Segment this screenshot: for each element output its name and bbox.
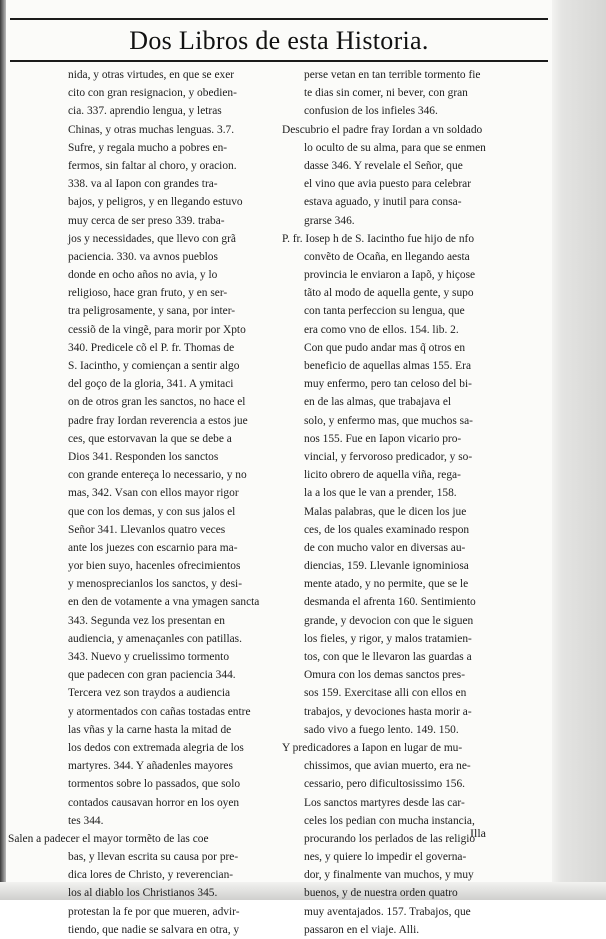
index-line: chissimos, que avian muerto, era ne- [304,760,471,773]
running-head [10,16,548,60]
index-line: tãto al modo de aquella gente, y supo [304,287,474,300]
index-line: Chinas, y otras muchas lenguas. 3.7. [68,123,235,136]
index-line: dor, y finalmente van muchos, y muy [304,869,474,882]
index-line: donde en ocho años no avia, y lo [68,269,218,282]
index-line: paciencia. 330. va avnos pueblos [68,250,218,263]
index-line: 343. Segunda vez los presentan en [68,614,225,627]
index-line: nos 155. Fue en Iapon vicario pro- [304,432,462,445]
index-line: Malas palabras, que le dicen los jue [304,505,467,518]
index-line: padre fray Iordan reverencia a estos jue [68,414,248,427]
index-line: el vino que avia puesto para celebrar [304,178,471,191]
index-line: Y predicadores a Iapon en lugar de mu- [282,741,463,754]
index-line: diencias, 159. Llevanle ignominiosa [304,560,469,573]
index-line: dasse 346. Y revelale el Señor, que [304,159,463,172]
index-line: y menosprecianlos los sanctos, y desi- [68,578,242,591]
index-line: jos y necessidades, que llevo con grã [68,232,236,245]
header-rule-bottom [10,60,548,62]
index-line: protestan la fe por que mueren, advir- [68,905,240,918]
index-line: tra peligrosamente, y sana, por inter- [68,305,236,318]
index-line: cessario, pero dificultosissimo 156. [304,778,466,791]
index-line: fermos, sin faltar al choro, y oracion. [68,159,237,172]
index-line: que padecen con gran paciencia 344. [68,669,236,682]
index-line: tormentos sobre lo passados, que solo [68,778,241,791]
index-line: nida, y otras virtudes, en que se exer [68,69,235,81]
index-line: los al diablo los Christianos 345. [68,887,218,900]
index-line: religioso, hace gran fruto, y en ser- [68,287,228,300]
index-line: P. fr. Iosep h de S. Iacintho fue hijo de nfo [282,232,475,245]
index-line: lo oculto de su alma, para que se enmen [304,141,486,154]
index-line: con tanta perfeccion su lengua, que [304,305,465,318]
index-line: del goço de la gloria, 341. A ymitaci [68,378,234,391]
index-line: cito con gran resignacion, y obedien- [68,87,237,100]
catchword: Illa [470,826,486,840]
index-line: 343. Nuevo y cruelissimo tormento [68,651,230,663]
index-line: muy enfermo, pero tan celoso del bi- [304,378,472,391]
index-line: ante los juezes con escarnio para ma- [68,541,238,554]
index-line: confusion de los infieles 346. [304,105,438,118]
index-line: bas, y llevan escrita su causa por pre- [68,851,239,864]
index-line: celes los pedian con mucha instancia, [304,814,475,827]
index-line: on de otros gran les sanctos, no hace el [68,396,246,409]
index-column-right [282,66,500,939]
index-line: era como vno de ellos. 154. lib. 2. [304,323,459,336]
index-line: cia. 337. aprendio lengua, y letras [68,105,222,118]
index-line: las vñas y la carne hasta la mitad de [68,723,232,736]
index-line: Señor 341. Llevanlos quatro veces [68,523,226,536]
scan-edge-right [552,0,606,900]
index-line: en den de votamente a vna ymagen sancta [68,596,260,609]
index-line: bajos, y peligros, y en llegando estuvo [68,196,243,209]
index-line: 338. va al Iapon con grandes tra- [68,178,218,191]
index-line: en de las almas, que trabajava el [304,396,452,409]
index-line: estava aguado, y inutil para consa- [304,196,462,209]
index-line: de con mucho valor en diversas au- [304,541,466,554]
index-line: tos, con que le llevaron las guardas a [304,651,472,663]
index-line: contados causavan horror en los oyen [68,796,240,809]
index-line: desmanda el afrenta 160. Sentimiento [304,596,476,609]
index-line: beneficio de aquellas almas 155. Era [304,360,471,372]
index-line: que con los demas, y con sus jalos el [68,505,236,518]
index-line: procurando los perlados de las religio [304,832,476,845]
scan-edge-left [0,0,6,900]
index-line: sos 159. Exercitase alli con ellos en [304,687,467,700]
index-line: Sufre, y regala mucho a pobres en- [68,141,228,154]
index-line: provincia le enviaron a Iapõ, y hiçose [304,269,476,282]
index-line: mas, 342. Vsan con ellos mayor rigor [68,487,239,500]
index-line: Omura con los demas sanctos pres- [304,669,466,682]
index-line: muy aventajados. 157. Trabajos, que [304,905,471,918]
index-line: tes 344. [68,814,104,827]
index-line: perse vetan en tan terrible tormento fie [304,69,481,81]
index-line: los dedos con extremada alegria de los [68,741,244,754]
index-line: ces, de los quales examinado respon [304,523,470,536]
index-line: S. Iacintho, y comiençan a sentir algo [68,360,240,372]
index-line: nes, y quiere lo impedir el governa- [304,851,467,864]
index-line: tiendo, que nadie se salvara en otra, y [68,923,240,936]
index-line: te dias sin comer, ni bever, con gran [304,87,468,100]
index-line: solo, y enfermo mas, que muchos sa- [304,414,473,427]
index-column-left [8,66,278,939]
index-line: con grande entereça lo necessario, y no [68,469,247,482]
index-line: mente atado, y no permite, que se le [304,578,469,591]
index-line: martyres. 344. Y añadenles mayores [68,760,233,773]
index-line: Tercera vez son traydos a audiencia [68,687,231,700]
index-line: sado vivo a fuego lento. 149. 150. [304,723,459,736]
index-line: grarse 346. [304,214,355,227]
index-line: 340. Predicele cõ el P. fr. Thomas de [68,341,235,354]
index-line: passaron en el viaje. Alli. [304,923,420,936]
index-line: la a los que le van a prender, 158. [304,487,457,500]
index-line: yor bien suyo, hacenles ofrecimientos [68,560,241,573]
index-line: trabajos, y devociones hasta morir a- [304,705,472,718]
index-line: cessiõ de la vingẽ, para morir por Xpto [68,323,246,336]
index-line: dica lores de Christo, y reverencian- [68,869,234,882]
index-line: y atormentados con cañas tostadas entre [68,705,251,718]
index-line: Descubrio el padre fray Iordan a vn soldado [282,123,483,136]
index-line: vincial, y fervoroso predicador, y so- [304,450,473,463]
index-line: convẽto de Ocaña, en llegando aesta [304,250,470,263]
index-line: licito obrero de aquella viña, rega- [304,469,461,482]
index-line: buenos, y de nuestra orden quatro [304,887,458,900]
index-line: grande, y devocion con que le siguen [304,614,474,627]
index-line: ces, que estorvavan la que se debe a [68,432,232,445]
page-title: Dos Libros de esta Historia. [129,26,429,55]
index-line: Los sanctos martyres desde las car- [304,796,465,809]
index-line: los fieles, y rigor, y malos tratamien- [304,632,472,645]
index-line: Dios 341. Responden los sanctos [68,450,219,463]
index-line: muy cerca de ser preso 339. traba- [68,214,225,227]
index-line: Salen a padecer el mayor tormẽto de las coe [8,832,209,845]
index-line: audiencia, y amenaçanles con patillas. [68,632,242,645]
index-line: Con que pudo andar mas q̃ otros en [304,341,466,354]
